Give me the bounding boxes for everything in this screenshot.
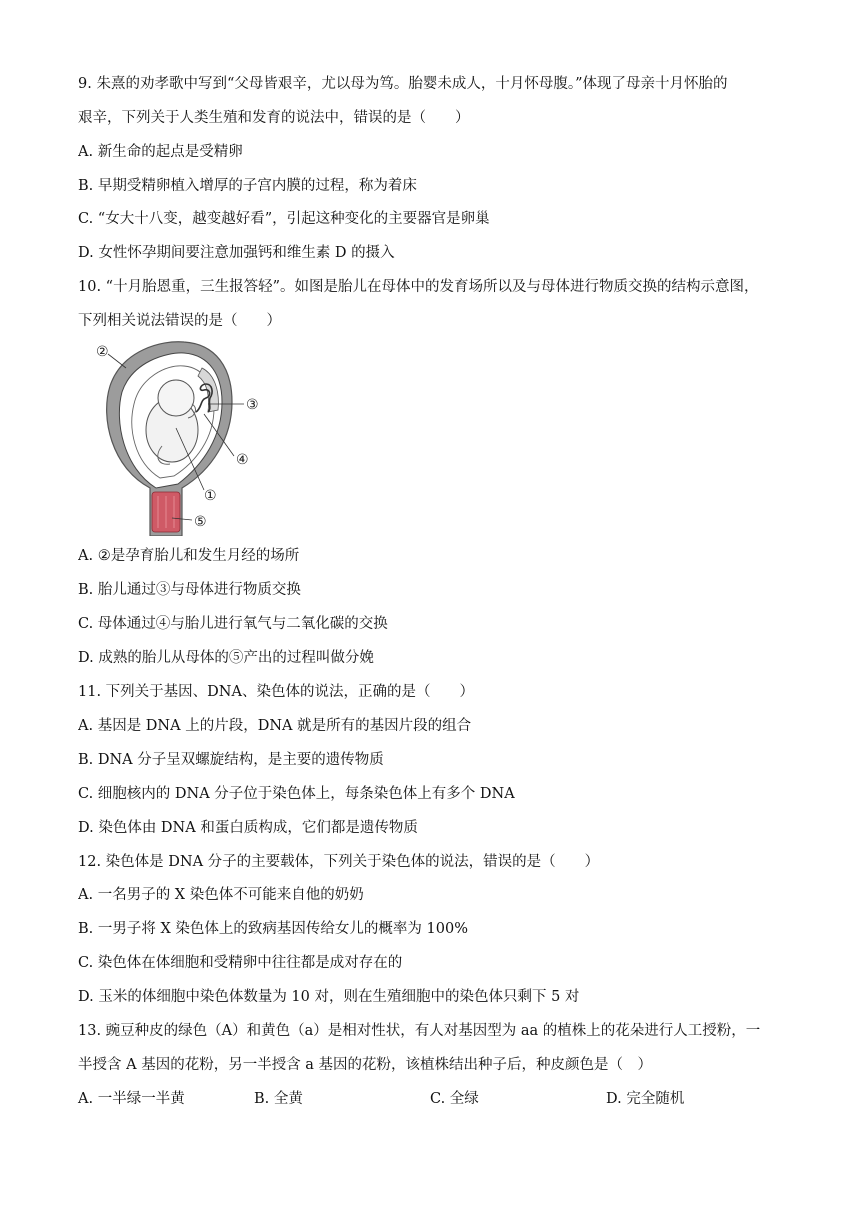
q9-option-a: A. 新生命的起点是受精卵 (78, 144, 243, 160)
q13-option-d: D. 完全随机 (606, 1091, 685, 1107)
q9-option-b: B. 早期受精卵植入增厚的子宫内膜的过程，称为着床 (78, 178, 417, 194)
q10-option-c: C. 母体通过④与胎儿进行氧气与二氧化碳的交换 (78, 616, 388, 632)
q10-option-d: D. 成熟的胎儿从母体的⑤产出的过程叫做分娩 (78, 650, 374, 666)
q10-stem-line2: 下列相关说法错误的是（ ） (78, 313, 281, 329)
q13-option-a: A. 一半绿一半黄 (78, 1091, 185, 1107)
q11-option-b: B. DNA 分子呈双螺旋结构，是主要的遗传物质 (78, 752, 384, 768)
q12-option-c: C. 染色体在体细胞和受精卵中往往都是成对存在的 (78, 955, 403, 971)
q12-option-b: B. 一男子将 X 染色体上的致病基因传给女儿的概率为 100% (78, 921, 468, 937)
uterus-fetus-diagram (92, 338, 272, 536)
uterus-diagram-svg (92, 338, 272, 536)
label-4: ④ (236, 452, 249, 468)
label-1: ① (204, 488, 217, 504)
q11-option-d: D. 染色体由 DNA 和蛋白质构成，它们都是遗传物质 (78, 820, 418, 836)
q9-stem-line2: 艰辛，下列关于人类生殖和发育的说法中，错误的是（ ） (78, 110, 470, 126)
q9-stem-line1: 9. 朱熹的劝孝歌中写到“父母皆艰辛，尤以母为笃。胎婴未成人，十月怀母腹。”体现了母亲十月怀胎的 (78, 76, 728, 92)
q9-option-d: D. 女性怀孕期间要注意加强钙和维生素 D 的摄入 (78, 245, 395, 261)
q10-option-b: B. 胎儿通过③与母体进行物质交换 (78, 582, 301, 598)
q12-stem: 12. 染色体是 DNA 分子的主要载体，下列关于染色体的说法，错误的是（ ） (78, 854, 600, 870)
q13-stem-line1: 13. 豌豆种皮的绿色（A）和黄色（a）是相对性状，有人对基因型为 aa 的植株上的花朵进行人工授粉，一 (78, 1023, 761, 1039)
q13-option-b: B. 全黄 (254, 1091, 303, 1107)
label-3: ③ (246, 397, 259, 413)
q11-option-c: C. 细胞核内的 DNA 分子位于染色体上，每条染色体上有多个 DNA (78, 786, 515, 802)
leader-2 (108, 354, 126, 368)
label-2: ② (96, 344, 109, 360)
q11-stem: 11. 下列关于基因、DNA、染色体的说法，正确的是（ ） (78, 684, 474, 700)
q13-option-c: C. 全绿 (430, 1091, 479, 1107)
q12-option-a: A. 一名男子的 X 染色体不可能来自他的奶奶 (78, 887, 364, 903)
q11-option-a: A. 基因是 DNA 上的片段，DNA 就是所有的基因片段的组合 (78, 718, 472, 734)
q9-option-c: C. “女大十八变，越变越好看”，引起这种变化的主要器官是卵巢 (78, 211, 490, 227)
q10-stem-line1: 10. “十月胎恩重，三生报答轻”。如图是胎儿在母体中的发育场所以及与母体进行物质交换的结构示意图， (78, 279, 759, 295)
q12-option-d: D. 玉米的体细胞中染色体数量为 10 对，则在生殖细胞中的染色体只剩下 5 对 (78, 989, 580, 1005)
fetus-head (158, 380, 194, 416)
q13-stem-line2: 半授含 A 基因的花粉，另一半授含 a 基因的花粉，该植株结出种子后，种皮颜色是（ ） (78, 1057, 653, 1073)
label-5: ⑤ (194, 514, 207, 530)
q10-option-a: A. ②是孕育胎儿和发生月经的场所 (78, 548, 300, 564)
